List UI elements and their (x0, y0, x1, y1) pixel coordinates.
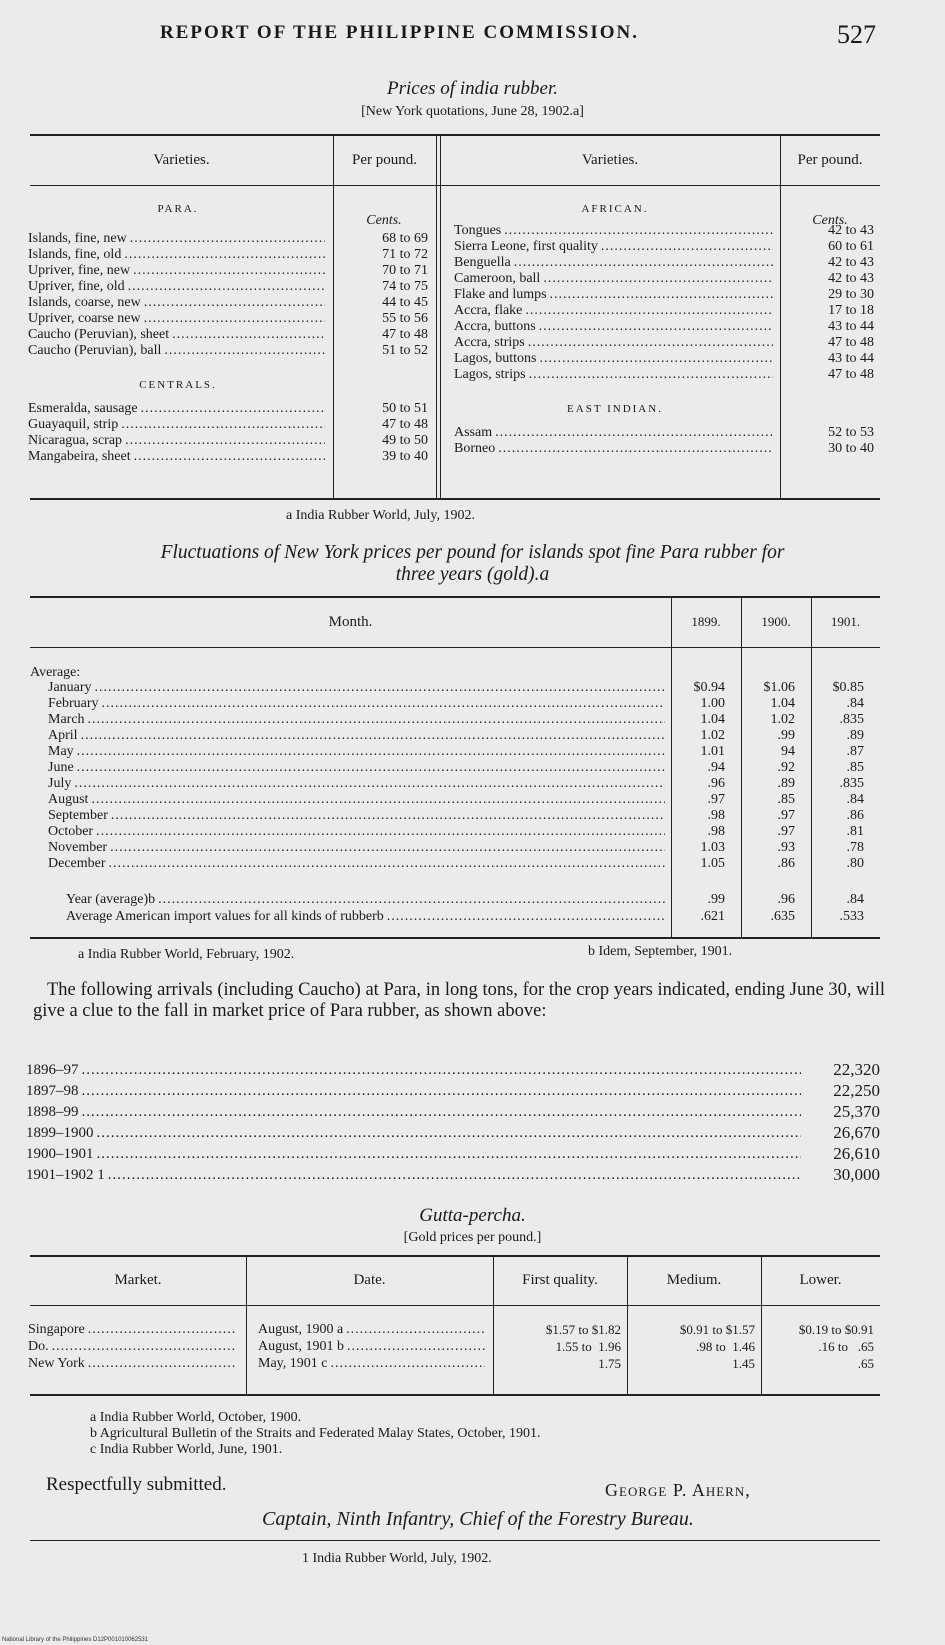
gutta-col-header: Lower. (799, 1272, 842, 1288)
right-variety-row-label: Benguella (454, 255, 511, 270)
gutta-date-label: August, 1901 b (258, 1339, 344, 1354)
right-variety-row (454, 239, 776, 255)
right-variety-row-leader (529, 367, 773, 383)
arrival-row-leader (108, 1167, 801, 1183)
left-unit-cents: Cents. (366, 213, 402, 228)
arrival-row-label: 1896–97 (26, 1062, 79, 1078)
month-row-label: April (48, 728, 78, 743)
gutta-col-header: Market. (114, 1272, 162, 1288)
left-price: 39 to 40 (382, 449, 428, 464)
right-section-heading: EAST INDIAN. (567, 403, 663, 415)
right-section-heading: AFRICAN. (581, 203, 649, 215)
left-section-heading: CENTRALS. (139, 379, 217, 391)
gutta-market-label: Do. (28, 1339, 49, 1354)
respectfully-submitted: Respectfully submitted. (46, 1474, 227, 1495)
right-price: 52 to 53 (828, 425, 874, 440)
signature-name: George P. Ahern, (605, 1480, 751, 1500)
right-variety-row-leader (528, 335, 773, 351)
month-row (48, 808, 668, 824)
right-price: 30 to 40 (828, 441, 874, 456)
left-variety-row (28, 311, 328, 327)
closing-rule (30, 1540, 880, 1541)
arrival-row-leader (82, 1062, 802, 1078)
month-row-label: September (48, 808, 108, 823)
left-variety-row-leader (134, 449, 325, 465)
month-row (48, 776, 668, 792)
left-variety-row-leader (128, 279, 325, 295)
month-row-label: June (48, 760, 74, 775)
month-value: .85 (777, 792, 795, 807)
arrival-tons: 26,610 (833, 1144, 880, 1163)
fluct-footnote-a: a India Rubber World, February, 1902. (78, 947, 295, 962)
month-value: 1.05 (700, 856, 725, 871)
arrival-row-leader (82, 1083, 802, 1099)
summary-value: .99 (707, 892, 725, 907)
left-price: 47 to 48 (382, 417, 428, 432)
right-variety-row-label: Tongues (454, 223, 502, 238)
summary-value: .635 (770, 909, 795, 924)
right-variety-row-label: Accra, flake (454, 303, 523, 318)
month-row-leader (74, 776, 665, 792)
gutta-bottom-rule (30, 1394, 880, 1396)
rubber-footnote: a India Rubber World, July, 1902. (286, 508, 476, 523)
month-row-label: January (48, 680, 92, 695)
month-row (48, 840, 668, 856)
arrival-row (26, 1146, 804, 1162)
gutta-first: $1.57 to $1.82 (545, 1322, 621, 1337)
month-value: 1.03 (700, 840, 725, 855)
right-variety-row-label: Flake and lumps (454, 287, 547, 302)
left-price: 70 to 71 (382, 263, 428, 278)
month-value: 1.01 (700, 744, 725, 759)
gutta-date (258, 1322, 488, 1338)
fluct-bottom-rule (30, 937, 880, 939)
arrival-tons: 25,370 (833, 1102, 880, 1121)
rubber-table-subtitle: [New York quotations, June 28, 1902.a] (361, 104, 584, 119)
month-row-leader (77, 744, 665, 760)
month-value: 1.02 (770, 712, 795, 727)
month-value: .86 (846, 808, 864, 823)
col-varieties-left: Varieties. (153, 152, 210, 168)
rubber-table-title: Prices of india rubber. (387, 78, 558, 99)
month-value: 94 (781, 744, 795, 759)
month-value: .87 (846, 744, 864, 759)
left-price: 55 to 56 (382, 311, 428, 326)
right-variety-row-leader (504, 223, 773, 239)
gutta-date-leader (330, 1356, 485, 1372)
left-variety-row (28, 417, 328, 433)
left-variety-row-label: Upriver, fine, new (28, 263, 131, 278)
right-variety-row (454, 351, 776, 367)
gutta-first: 1.75 (598, 1356, 621, 1371)
month-value: .84 (846, 792, 864, 807)
month-row-leader (81, 728, 665, 744)
month-value: .84 (846, 696, 864, 711)
right-variety-row-leader (601, 239, 773, 255)
month-value: .89 (777, 776, 795, 791)
right-price: 17 to 18 (828, 303, 874, 318)
right-variety-row (454, 425, 776, 441)
month-value: .97 (777, 824, 795, 839)
col-per-pound-left: Per pound. (352, 152, 417, 168)
left-price: 47 to 48 (382, 327, 428, 342)
right-variety-row-leader (550, 287, 773, 303)
left-price: 49 to 50 (382, 433, 428, 448)
gutta-market (28, 1322, 240, 1338)
fluct-footnote-b: b Idem, September, 1901. (588, 944, 733, 959)
right-variety-row-label: Accra, strips (454, 335, 525, 350)
left-price: 71 to 72 (382, 247, 428, 262)
month-value: .81 (846, 824, 864, 839)
right-variety-row (454, 287, 776, 303)
right-price: 47 to 48 (828, 367, 874, 382)
col-1900: 1900. (761, 614, 791, 629)
gutta-col-header: Medium. (666, 1272, 722, 1288)
right-variety-row-leader (543, 271, 773, 287)
right-variety-row-label: Lagos, strips (454, 367, 526, 382)
left-variety-row-leader (124, 247, 325, 263)
left-variety-row-leader (121, 417, 325, 433)
col-varieties-right: Varieties. (581, 152, 639, 168)
gutta-medium: 1.45 (732, 1356, 755, 1371)
right-variety-row-label: Sierra Leone, first quality (454, 239, 598, 254)
month-row (48, 760, 668, 776)
right-variety-row-leader (539, 351, 773, 367)
month-value: $0.85 (832, 680, 864, 695)
left-variety-row (28, 449, 328, 465)
gutta-market-leader (88, 1322, 237, 1338)
month-value: .85 (846, 760, 864, 775)
left-variety-row (28, 231, 328, 247)
left-variety-row-label: Upriver, coarse new (28, 311, 141, 326)
right-price: 42 to 43 (828, 255, 874, 270)
fluct-top-rule (30, 596, 880, 598)
arrival-row-leader (97, 1146, 802, 1162)
left-variety-row-leader (172, 327, 325, 343)
left-variety-row-leader (144, 311, 325, 327)
right-variety-row (454, 223, 776, 239)
gutta-date-leader (347, 1339, 485, 1355)
left-variety-row-label: Upriver, fine, old (28, 279, 125, 294)
left-variety-row-leader (141, 401, 325, 417)
month-row-leader (95, 680, 665, 696)
gutta-market (28, 1339, 240, 1355)
scan-footer: National Library of the Philippines D12P001010062531 (2, 1637, 149, 1643)
closing-footnote: 1 India Rubber World, July, 1902. (302, 1551, 492, 1566)
gutta-footnote: b Agricultural Bulletin of the Straits and Federated Malay States, October, 1901. (90, 1426, 541, 1441)
rubber-col-divider-2 (436, 134, 437, 498)
summary-value: .84 (846, 892, 864, 907)
summary-row (66, 909, 668, 925)
right-price: 42 to 43 (828, 271, 874, 286)
left-variety-row (28, 247, 328, 263)
left-variety-row-label: Islands, fine, new (28, 231, 127, 246)
right-price: 47 to 48 (828, 335, 874, 350)
col-per-pound-right: Per pound. (797, 152, 863, 168)
right-variety-row-label: Borneo (454, 441, 496, 456)
gutta-lower: .16 to .65 (818, 1339, 874, 1354)
gutta-col-header: Date. (353, 1272, 386, 1288)
arrival-row (26, 1062, 804, 1078)
arrival-row-label: 1900–1901 (26, 1146, 94, 1162)
page-number: 527 (837, 20, 876, 49)
gutta-market-leader (52, 1339, 237, 1355)
summary-row-label: Average American import values for all kinds of rubberb (66, 909, 384, 924)
gutta-market-label: Singapore (28, 1322, 85, 1337)
month-value: .80 (846, 856, 864, 871)
gutta-medium: $0.91 to $1.57 (679, 1322, 755, 1337)
left-price: 68 to 69 (382, 231, 428, 246)
right-variety-row (454, 255, 776, 271)
right-variety-row (454, 441, 776, 457)
arrival-tons: 22,250 (833, 1081, 880, 1100)
right-variety-row (454, 367, 776, 383)
right-price: 42 to 43 (828, 223, 874, 238)
month-row-label: August (48, 792, 89, 807)
month-value: .78 (846, 840, 864, 855)
gutta-subtitle: [Gold prices per pound.] (403, 1230, 542, 1245)
month-value: 1.02 (700, 728, 725, 743)
left-variety-row-leader (164, 343, 325, 359)
month-row-label: October (48, 824, 94, 839)
gutta-market-leader (88, 1356, 237, 1372)
month-row-label: July (48, 776, 72, 791)
arrival-row (26, 1167, 804, 1183)
right-variety-row-label: Cameroon, ball (454, 271, 541, 286)
arrival-row (26, 1125, 804, 1141)
left-variety-row (28, 433, 328, 449)
gutta-top-rule (30, 1255, 880, 1257)
right-price: 43 to 44 (828, 351, 874, 366)
month-row (48, 712, 668, 728)
month-value: .835 (839, 712, 864, 727)
running-header: REPORT OF THE PHILIPPINE COMMISSION. (160, 22, 640, 43)
signature-position: Captain, Ninth Infantry, Chief of the Forestry Bureau. (262, 1508, 694, 1530)
month-value: .93 (777, 840, 795, 855)
month-row (48, 744, 668, 760)
summary-value: .96 (777, 892, 795, 907)
arrival-row (26, 1104, 804, 1120)
summary-row-leader (387, 909, 665, 925)
left-variety-row (28, 295, 328, 311)
average-label: Average: (30, 665, 81, 680)
month-row-leader (91, 792, 665, 808)
right-variety-row-label: Assam (454, 425, 493, 440)
right-price: 29 to 30 (828, 287, 874, 302)
left-variety-row-leader (130, 231, 325, 247)
right-variety-row-leader (525, 303, 773, 319)
month-value: .86 (777, 856, 795, 871)
month-row-leader (77, 760, 665, 776)
col-1901: 1901. (830, 614, 861, 629)
left-price: 44 to 45 (382, 295, 428, 310)
right-variety-row-label: Accra, buttons (454, 319, 536, 334)
left-variety-row-label: Islands, fine, old (28, 247, 122, 262)
right-variety-row-leader (495, 425, 773, 441)
left-section-heading: PARA. (157, 203, 199, 215)
month-row-label: December (48, 856, 106, 871)
left-variety-row-label: Esmeralda, sausage (28, 401, 138, 416)
left-variety-row-leader (133, 263, 325, 279)
month-value: .97 (777, 808, 795, 823)
fluct-title: Fluctuations of New York prices per pound for islands spot fine Para rubber for (160, 542, 785, 563)
left-variety-row-label: Nicaragua, scrap (28, 433, 123, 448)
month-value: 1.00 (700, 696, 725, 711)
right-variety-row (454, 303, 776, 319)
summary-value: .533 (839, 909, 864, 924)
gutta-col-header: First quality. (522, 1272, 598, 1288)
left-variety-row-leader (144, 295, 325, 311)
arrival-tons: 26,670 (833, 1123, 880, 1142)
right-price: 60 to 61 (828, 239, 874, 254)
left-variety-row (28, 279, 328, 295)
col-1899: 1899. (691, 614, 721, 629)
month-value: $0.94 (693, 680, 725, 695)
month-row-label: February (48, 696, 99, 711)
arrival-row-label: 1898–99 (26, 1104, 79, 1120)
arrival-row (26, 1083, 804, 1099)
rubber-col-divider-3 (440, 134, 441, 498)
right-variety-row (454, 335, 776, 351)
arrival-row-label: 1901–1902 1 (26, 1167, 105, 1183)
month-value: .97 (707, 792, 725, 807)
gutta-lower: $0.19 to $0.91 (798, 1322, 874, 1337)
col-month: Month. (328, 614, 373, 630)
gutta-footnote: c India Rubber World, June, 1901. (90, 1442, 283, 1457)
arrival-tons: 22,320 (833, 1060, 880, 1079)
gutta-date-leader (346, 1322, 485, 1338)
arrival-row-label: 1897–98 (26, 1083, 79, 1099)
month-row (48, 680, 668, 696)
summary-row-leader (158, 892, 665, 908)
arrival-tons: 30,000 (833, 1165, 880, 1184)
gutta-first: 1.55 to 1.96 (555, 1339, 621, 1354)
month-value: $1.06 (763, 680, 795, 695)
month-value: 1.04 (700, 712, 725, 727)
left-price: 51 to 52 (382, 343, 428, 358)
gutta-date (258, 1356, 488, 1372)
right-price: 43 to 44 (828, 319, 874, 334)
rubber-table-top-rule (30, 134, 880, 136)
gutta-medium: .98 to 1.46 (696, 1339, 755, 1354)
gutta-date (258, 1339, 488, 1355)
month-value: .94 (707, 760, 725, 775)
gutta-header-rule (30, 1305, 880, 1306)
gutta-date-label: August, 1900 a (258, 1322, 344, 1337)
rubber-table-bottom-rule (30, 498, 880, 500)
gutta-lower: .65 (857, 1356, 874, 1371)
left-price: 50 to 51 (382, 401, 428, 416)
right-variety-row-leader (498, 441, 773, 457)
month-row-leader (109, 856, 665, 872)
left-variety-row-label: Mangabeira, sheet (28, 449, 131, 464)
arrival-row-leader (82, 1104, 802, 1120)
month-row (48, 728, 668, 744)
gutta-market-label: New York (28, 1356, 85, 1371)
month-value: .835 (839, 776, 864, 791)
left-variety-row (28, 401, 328, 417)
summary-row (66, 892, 668, 908)
month-value: .98 (707, 808, 725, 823)
left-variety-row-label: Guayaquil, strip (28, 417, 119, 432)
left-variety-row-label: Islands, coarse, new (28, 295, 141, 310)
month-row-leader (102, 696, 665, 712)
arrival-row-leader (97, 1125, 802, 1141)
month-value: .89 (846, 728, 864, 743)
month-value: .98 (707, 824, 725, 839)
fluct-title-2: three years (gold).a (395, 564, 550, 585)
left-price: 74 to 75 (382, 279, 428, 294)
month-row-leader (110, 840, 665, 856)
gutta-footnote: a India Rubber World, October, 1900. (90, 1410, 302, 1425)
left-variety-row (28, 263, 328, 279)
right-variety-row (454, 271, 776, 287)
arrivals-paragraph: The following arrivals (including Caucho) at Para, in long tons, for the crop years indicated, ending June 30, will give a clue to the fall in market price of Para rubber, as shown above: (33, 980, 885, 1021)
fluct-header-rule (30, 647, 880, 648)
month-row-leader (96, 824, 665, 840)
month-row-label: March (48, 712, 85, 727)
left-variety-row (28, 327, 328, 343)
month-row (48, 856, 668, 872)
left-variety-row-leader (125, 433, 325, 449)
gutta-title: Gutta-percha. (419, 1205, 526, 1226)
left-variety-row-label: Caucho (Peruvian), sheet (28, 327, 170, 342)
right-unit-cents: Cents. (812, 213, 848, 228)
month-value: .96 (707, 776, 725, 791)
month-row (48, 824, 668, 840)
month-row (48, 696, 668, 712)
right-variety-row-leader (539, 319, 773, 335)
right-variety-row-leader (514, 255, 773, 271)
rubber-col-divider-1 (333, 134, 334, 498)
summary-row-label: Year (average)b (66, 892, 156, 907)
month-row-label: May (48, 744, 74, 759)
month-row-leader (88, 712, 665, 728)
rubber-table-header-rule (30, 185, 880, 186)
month-row-leader (111, 808, 665, 824)
left-variety-row-label: Caucho (Peruvian), ball (28, 343, 162, 358)
month-row (48, 792, 668, 808)
gutta-market (28, 1356, 240, 1372)
right-variety-row-label: Lagos, buttons (454, 351, 537, 366)
month-value: .92 (777, 760, 795, 775)
summary-value: .621 (700, 909, 725, 924)
gutta-date-label: May, 1901 c (258, 1356, 328, 1371)
rubber-col-divider-4 (780, 134, 781, 498)
arrival-row-label: 1899–1900 (26, 1125, 94, 1141)
right-variety-row (454, 319, 776, 335)
month-value: .99 (777, 728, 795, 743)
left-variety-row (28, 343, 328, 359)
month-value: 1.04 (770, 696, 795, 711)
month-row-label: November (48, 840, 108, 855)
